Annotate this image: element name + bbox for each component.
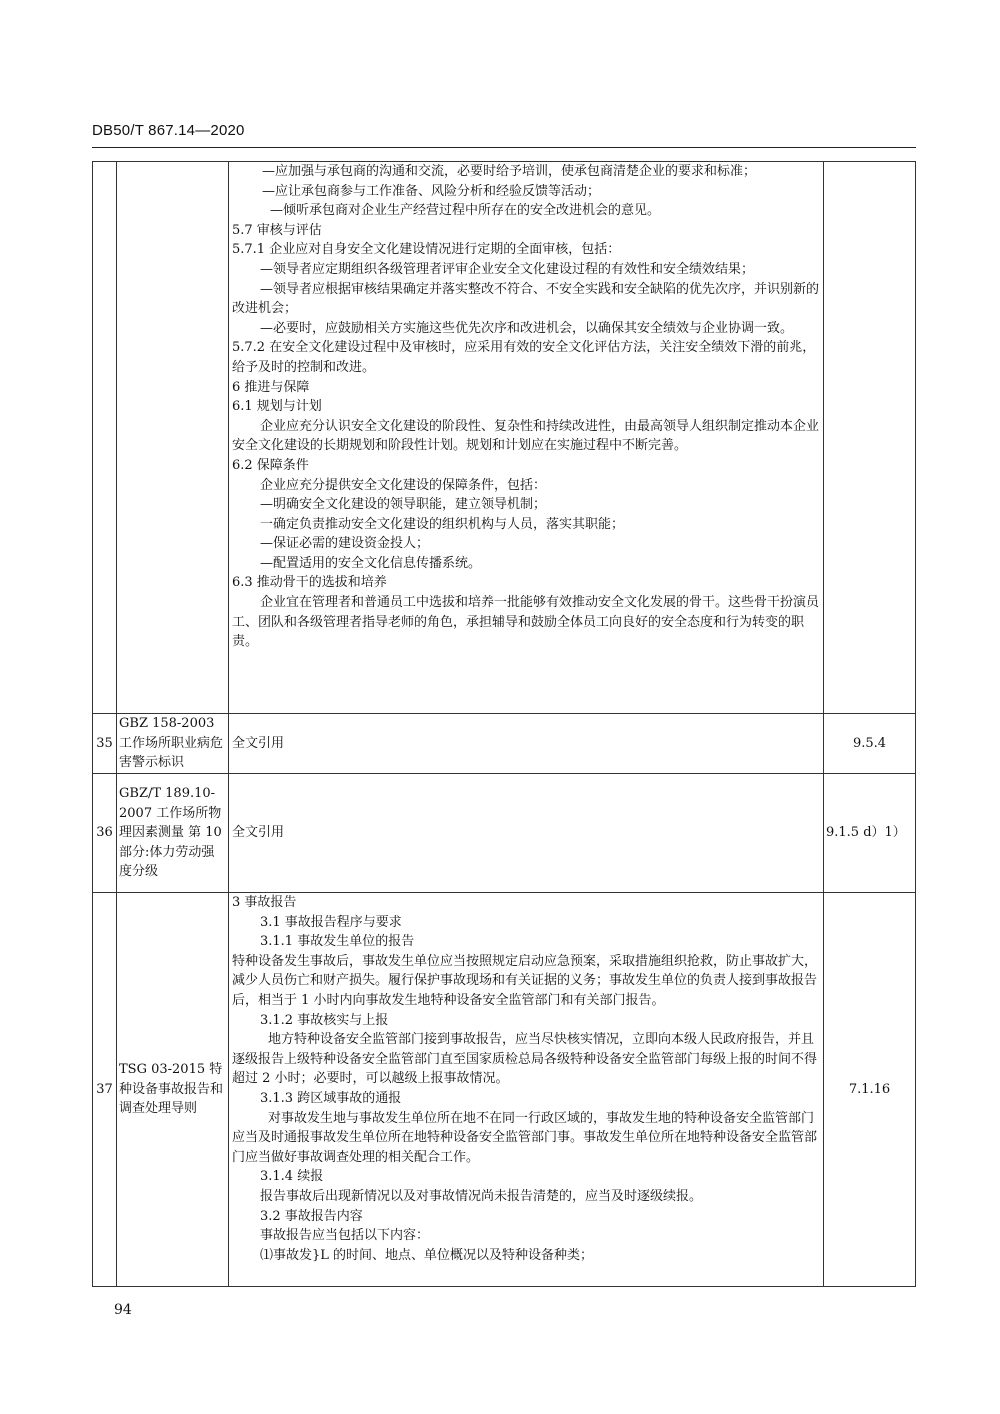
content-cell (229, 162, 824, 714)
section-heading: 6.3 推动骨干的选拔和培养 (232, 575, 387, 591)
row-number-cell: 35 (93, 714, 117, 774)
clause-cell: 7.1.16 (824, 893, 916, 1287)
header-rule (92, 147, 916, 148)
content-line: —领导者应定期组织各级管理者评审企业安全文化建设过程的有效性和安全绩效结果； (260, 261, 755, 277)
reference-table (92, 161, 916, 1287)
row-number-cell (93, 162, 117, 714)
standard-cell: GBZ/T 189.10-2007 工作场所物理因素测量 第 10 部分:体力劳动强度分级 (117, 774, 229, 893)
content-line: 企业宜在管理者和普通员工中选拔和培养一批能够有效推动安全文化发展的骨干。这些骨干扮演员工、团队和各级管理者指导老师的角色，承担辅导和鼓励全体员工向良好的安全态度和行为转变的职责。 (232, 595, 820, 650)
content-line: —保证必需的建设资金投人； (260, 536, 430, 552)
document-code-header: DB50/T 867.14—2020 (92, 122, 245, 139)
content-cell: 全文引用 (229, 714, 824, 774)
section-heading: 3.1 事故报告程序与要求 (260, 914, 402, 930)
table-row (93, 162, 916, 714)
content-line: 5.7.1 企业应对自身安全文化建设情况进行定期的全面审核，包括： (232, 242, 621, 258)
content-line: —明确安全文化建设的领导职能，建立领导机制； (260, 497, 547, 513)
content-line: —应让承包商参与工作准备、风险分析和经验反馈等活动； (262, 183, 601, 199)
page-number: 94 (114, 1302, 132, 1318)
content-line: 事故报告应当包括以下内容： (260, 1228, 430, 1244)
row-number-cell: 36 (93, 774, 117, 893)
section-heading: 6 推进与保障 (232, 379, 310, 395)
content-line: —配置适用的安全文化信息传播系统。 (260, 555, 482, 571)
content-line: 地方特种设备安全监管部门接到事故报告，应当尽快核实情况，立即向本级人民政府报告，并且逐级报告上级特种设备安全监管部门直至国家质检总局各级特种设备安全监管部门每级上报的时间不得超过 2 小时；必要时，可以越级上报事故情况。 (232, 1032, 818, 1087)
content-line: 企业应充分认识安全文化建设的阶段性、复杂性和持续改进性，由最高领导人组织制定推动本企业安全文化建设的长期规划和阶段性计划。规划和计划应在实施过程中不断完善。 (232, 418, 820, 454)
content-line: —领导者应根据审核结果确定并落实整改不符合、不安全实践和安全缺陷的优先次序，并识别新的改进机会； (232, 281, 820, 317)
table-row (93, 714, 916, 774)
table-row (93, 893, 916, 1287)
content-line: —必要时，应鼓励相关方实施这些优先次序和改进机会，以确保其安全绩效与企业协调一致。 (260, 320, 794, 336)
standard-cell: GBZ 158-2003 工作场所职业病危害警示标识 (117, 714, 229, 774)
content-line: 一确定负责推动安全文化建设的组织机构与人员，落实其职能； (260, 516, 625, 532)
clause-cell: 9.5.4 (824, 714, 916, 774)
content-line: 报告事故后出现新情况以及对事故情况尚未报告清楚的，应当及时逐级续报。 (260, 1188, 703, 1204)
section-heading: 6.1 规划与计划 (232, 399, 322, 415)
table-row (93, 774, 916, 893)
content-line: 5.7.2 在安全文化建设过程中及审核时，应采用有效的安全文化评估方法，关注安全绩效下滑的前兆，给予及时的控制和改进。 (232, 340, 816, 375)
standard-cell: TSG 03-2015 特种设备事故报告和调查处理导则 (117, 893, 229, 1287)
content-line: 对事故发生地与事故发生单位所在地不在同一行政区域的，事故发生地的特种设备安全监管部门应当及时通报事故发生单位所在地特种设备安全监管部门事。事故发生单位所在地特种设备安全监管部门应当做好事故调查处理的相关配合工作。 (232, 1110, 818, 1165)
standard-cell (117, 162, 229, 714)
section-heading: 3.1.2 事故核实与上报 (260, 1012, 389, 1028)
content-line: ⑴事故发}L 的时间、地点、单位概况以及特种设备种类； (260, 1247, 594, 1263)
content-line: —应加强与承包商的沟通和交流，必要时给予培训，使承包商清楚企业的要求和标准； (262, 164, 757, 179)
clause-cell (824, 162, 916, 714)
section-heading: 3.1.3 跨区域事故的通报 (260, 1090, 402, 1106)
row-number-cell: 37 (93, 893, 117, 1287)
section-heading: 5.7 审核与评估 (232, 222, 322, 238)
clause-cell: 9.1.5 d）1） (824, 774, 916, 893)
section-heading: 3 事故报告 (232, 895, 297, 910)
content-cell: 全文引用 (229, 774, 824, 893)
section-heading: 3.1.4 续报 (260, 1169, 324, 1185)
section-heading: 6.2 保障条件 (232, 457, 309, 473)
content-line: 特种设备发生事故后，事故发生单位应当按照规定启动应急预案，采取措施组织抢救，防止事故扩大，减少人员伤亡和财产损失。履行保护事故现场和有关证据的义务；事故发生单位的负责人接到事故报告后，相当于 1 小时内向事故发生地特种设备安全监管部门和有关部门报告。 (232, 953, 818, 1008)
section-heading: 3.2 事故报告内容 (260, 1208, 363, 1224)
content-cell (229, 893, 824, 1287)
content-line: 企业应充分提供安全文化建设的保障条件，包括： (260, 477, 547, 493)
content-line: —倾听承包商对企业生产经营过程中所存在的安全改进机会的意见。 (270, 203, 661, 219)
section-heading: 3.1.1 事故发生单位的报告 (260, 934, 415, 950)
